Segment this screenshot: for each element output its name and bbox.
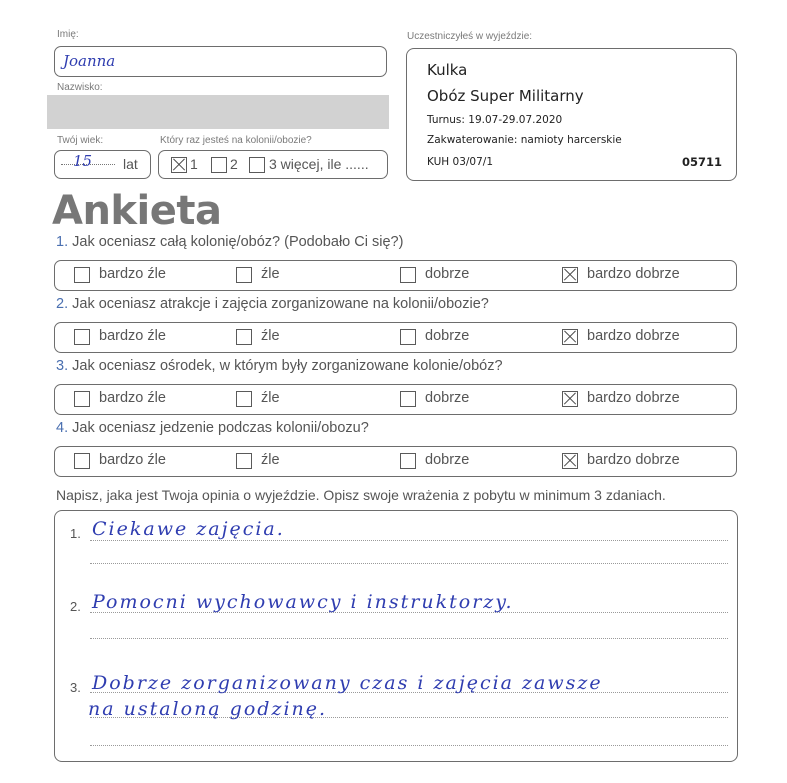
answer-checkbox-4-3[interactable] (400, 453, 416, 469)
times-checkbox-1[interactable] (171, 157, 187, 173)
answer-option-label: bardzo dobrze (587, 266, 680, 282)
answer-option-label: źle (261, 390, 280, 406)
question-text: Jak oceniasz ośrodek, w którym były zorganizowane kolonie/obóz? (72, 358, 503, 374)
trip-turnus: Turnus: 19.07-29.07.2020 (427, 114, 563, 126)
question-text: Jak oceniasz atrakcje i zajęcia zorganizowane na kolonii/obozie? (72, 296, 489, 312)
answer-option-label: bardzo źle (99, 266, 166, 282)
name-field[interactable] (54, 46, 387, 77)
question-number: 4. (56, 420, 69, 436)
name-value: Joanna (63, 52, 116, 70)
question-text: Jak oceniasz całą kolonię/obóz? (Podobało Ci się?) (72, 234, 404, 250)
opinion-number: 2. (70, 599, 81, 614)
opinion-number: 1. (70, 526, 81, 541)
trip-label: Uczestniczyłeś w wyjeździe: (407, 31, 533, 42)
page-title: Ankieta (52, 188, 222, 234)
question-number: 3. (56, 358, 69, 374)
answer-option-label: bardzo dobrze (587, 390, 680, 406)
age-value: 15 (73, 152, 93, 170)
times-option-3: 3 więcej, ile ...... (269, 156, 369, 172)
answer-option-label: bardzo źle (99, 390, 166, 406)
question-number: 1. (56, 234, 69, 250)
times-option-1: 1 (190, 156, 198, 172)
opinion-handwriting: na ustaloną godzinę. (88, 698, 328, 720)
writing-line (90, 638, 728, 639)
trip-code: KUH 03/07/1 (427, 156, 493, 168)
question-4 (56, 420, 369, 436)
answer-option-label: źle (261, 328, 280, 344)
writing-line (90, 540, 728, 541)
surname-redaction (47, 95, 389, 129)
times-label: Który raz jesteś na kolonii/obozie? (160, 135, 312, 146)
answer-checkbox-1-3[interactable] (400, 267, 416, 283)
answer-option-label: dobrze (425, 452, 470, 468)
surname-label: Nazwisko: (57, 82, 103, 93)
trip-name: Kulka (427, 61, 468, 79)
answer-checkbox-4-2[interactable] (236, 453, 252, 469)
age-suffix: lat (123, 156, 138, 172)
question-text: Jak oceniasz jedzenie podczas kolonii/obozu? (72, 420, 369, 436)
age-field[interactable] (54, 150, 151, 179)
answer-option-label: dobrze (425, 390, 470, 406)
answer-checkbox-3-3[interactable] (400, 391, 416, 407)
question-number: 2. (56, 296, 69, 312)
trip-camp: Obóz Super Militarny (427, 87, 584, 105)
answer-option-label: bardzo dobrze (587, 328, 680, 344)
opinion-handwriting: Dobrze zorganizowany czas i zajęcia zawsze (92, 672, 603, 694)
accommodation-value: namioty harcerskie (520, 134, 622, 146)
writing-line (90, 745, 728, 746)
trip-info-box (406, 48, 737, 181)
writing-line (90, 563, 728, 564)
opinion-prompt: Napisz, jaka jest Twoja opinia o wyjeździe. Opisz swoje wrażenia z pobytu w minimum 3 zdaniach. (56, 487, 666, 503)
answer-option-label: bardzo źle (99, 452, 166, 468)
opinion-box[interactable] (54, 510, 738, 762)
answer-option-label: źle (261, 452, 280, 468)
opinion-handwriting: Ciekawe zajęcia. (92, 518, 285, 540)
answer-checkbox-2-1[interactable] (74, 329, 90, 345)
answer-option-label: dobrze (425, 328, 470, 344)
answer-checkbox-3-1[interactable] (74, 391, 90, 407)
answer-checkbox-2-3[interactable] (400, 329, 416, 345)
times-field (158, 150, 388, 179)
answer-option-label: źle (261, 266, 280, 282)
trip-number: 05711 (681, 155, 722, 169)
times-checkbox-2[interactable] (211, 157, 227, 173)
answer-option-label: bardzo źle (99, 328, 166, 344)
question-1 (56, 234, 403, 250)
accommodation-label: Zakwaterowanie: (427, 134, 518, 146)
question-3 (56, 358, 503, 374)
answer-checkbox-1-4[interactable] (562, 267, 578, 283)
name-label: Imię: (57, 29, 79, 40)
times-checkbox-3[interactable] (249, 157, 265, 173)
answer-checkbox-1-2[interactable] (236, 267, 252, 283)
trip-accommodation (427, 134, 622, 146)
answer-checkbox-3-4[interactable] (562, 391, 578, 407)
answer-checkbox-1-1[interactable] (74, 267, 90, 283)
answer-option-label: dobrze (425, 266, 470, 282)
answer-checkbox-4-1[interactable] (74, 453, 90, 469)
answer-checkbox-2-2[interactable] (236, 329, 252, 345)
age-label: Twój wiek: (57, 135, 104, 146)
answer-checkbox-2-4[interactable] (562, 329, 578, 345)
opinion-number: 3. (70, 680, 81, 695)
opinion-handwriting: Pomocni wychowawcy i instruktorzy. (92, 591, 514, 613)
answer-checkbox-4-4[interactable] (562, 453, 578, 469)
answer-option-label: bardzo dobrze (587, 452, 680, 468)
question-2 (56, 296, 489, 312)
answer-checkbox-3-2[interactable] (236, 391, 252, 407)
times-option-2: 2 (230, 156, 238, 172)
